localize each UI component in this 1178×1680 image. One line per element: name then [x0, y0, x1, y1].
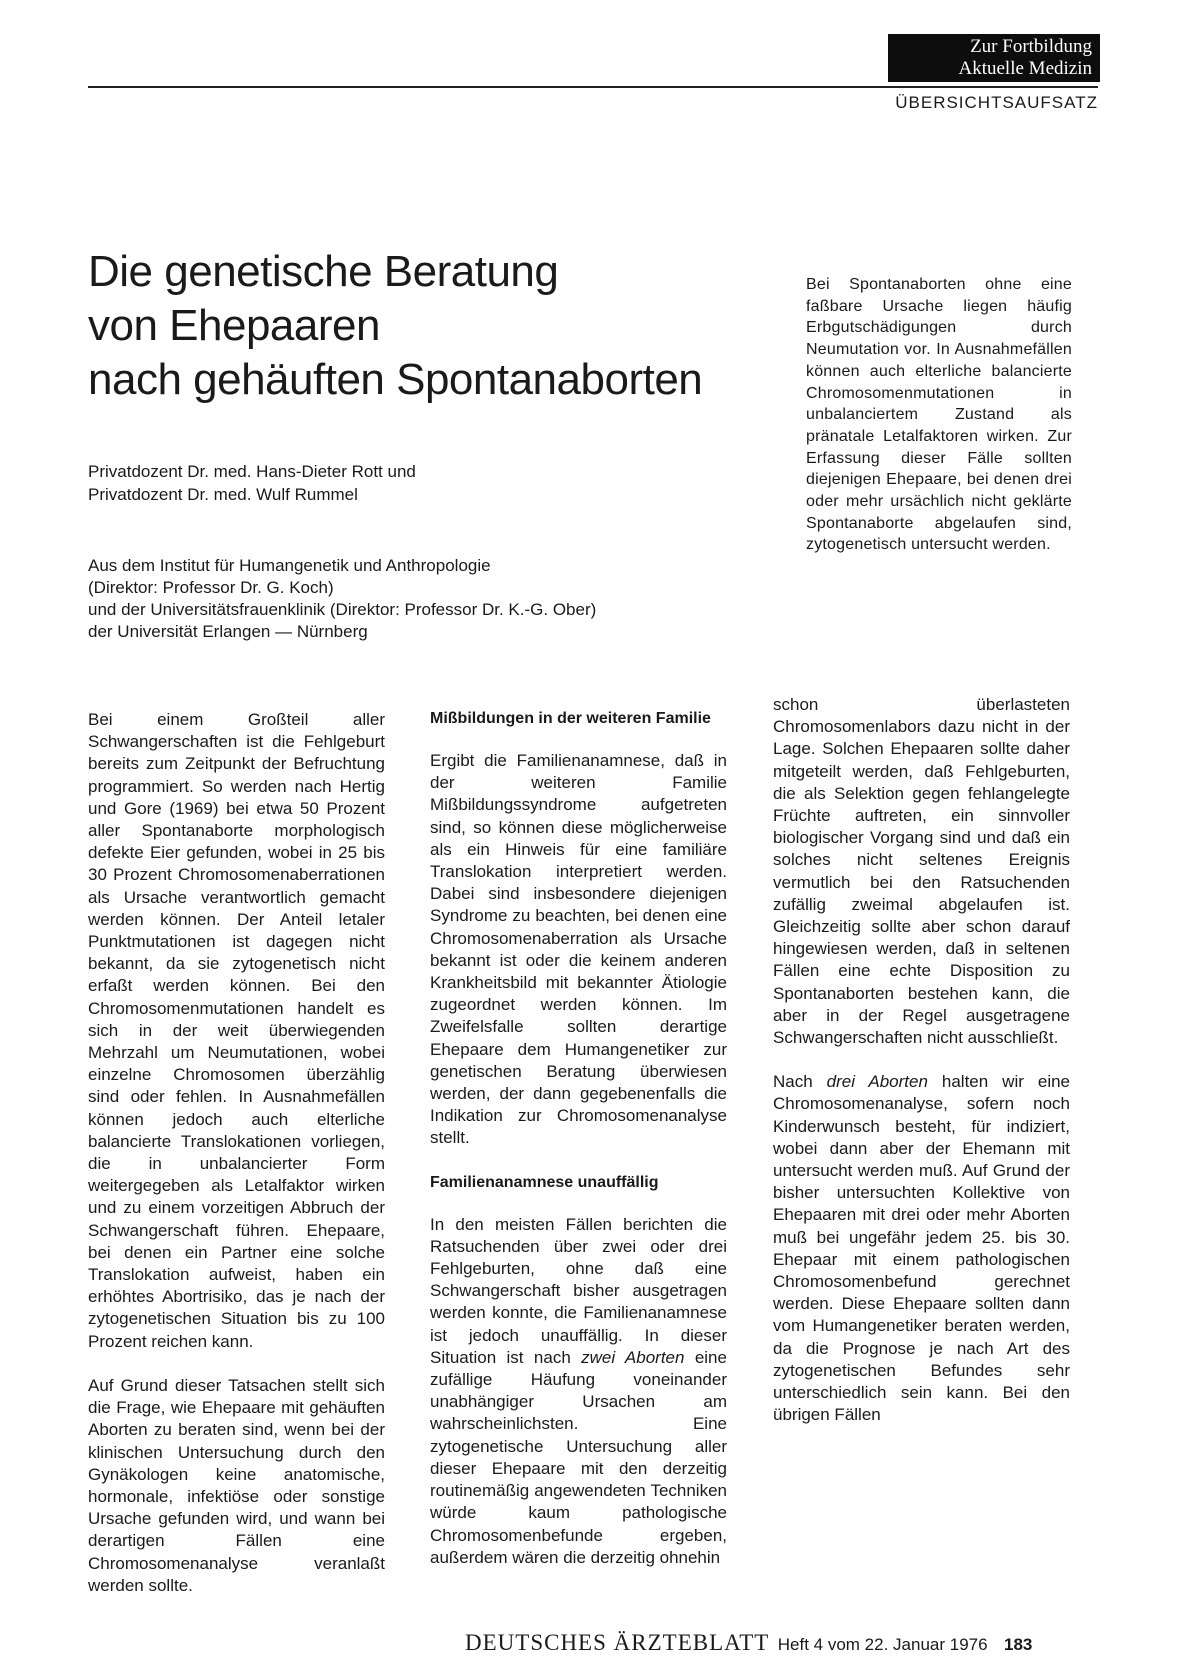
section-badge-line2: Aktuelle Medizin: [958, 58, 1092, 79]
abstract: Bei Spontanaborten ohne eine faßbare Ursache liegen häufig Erbgutschädigungen durch Neumutation vor. In Ausnahmefällen können auch elterliche balancierte Chromosomenmutationen in unbalanciertem Zustand als pränatale Letalfaktoren wirken. Zur Erfassung dieser Fälle sollten diejenigen Ehepaare, bei denen drei oder mehr ursächlich nicht geklärte Spontanaborte abgelaufen sind, zytogenetisch untersucht werden.: [806, 276, 1072, 554]
section-heading: Mißbildungen in der weiteren Familie: [430, 710, 711, 727]
affiliation-line-4: der Universität Erlangen — Nürnberg: [88, 622, 368, 641]
paragraph: Bei einem Großteil aller Schwangerschaften ist die Fehlgeburt bereits zum Zeitpunkt der Befruchtung programmiert. So werden nach Hertig und Gore (1969) bei etwa 50 Prozent aller Spontanaborte morphologisch defekte Eier gefunden, wobei in 25 bis 30 Prozent Chromosomenaberrationen als Ursache verantwortlich gemacht werden können. Der Anteil letaler Punktmutationen ist dagegen nicht bekannt, da sie zytogenetisch nicht erfaßt werden können. Bei den Chromosomenmutationen handelt es sich in der weit überwiegenden Mehrzahl um Neumutationen, wobei einzelne Chromosomen überzählig sind oder fehlen. In Ausnahmefällen können jedoch auch elterliche balancierte Translokationen vorliegen, die in unbalancierter Form weitergegeben als Letalfaktor wirken und zu einem vorzeitigen Abbruch der Schwangerschaft führen. Ehepaare, bei denen ein Partner eine solche Translokation aufweist, haben ein erhöhtes Abortrisiko, das je nach der zytogenetischen Situation bis zu 100 Prozent reichen kann.: [88, 710, 385, 1351]
paragraph: Auf Grund dieser Tatsachen stellt sich die Frage, wie Ehepaare mit gehäuften Aborten zu beraten sind, wenn bei der klinischen Untersuchung durch den Gynäkologen keine anatomische, hormonale, infektiöse oder sonstige Ursache gefunden wird, und wann bei derartigen Fällen eine Chromosomenanalyse veranlaßt werden sollte.: [88, 1375, 385, 1595]
paragraph-continued: schon überlasteten Chromosomenlabors dazu nicht in der Lage. Solchen Ehepaaren sollte daher mitgeteilt werden, daß Fehlgeburten, die als Selektion gegen fehlangelegte Früchte auftreten, ein sinnvoller biologischer Vorgang sind und daß ein solches nicht seltenes Ereignis vermutlich bei den Ratsuchenden zufällig zweimal abgelaufen ist. Gleichzeitig sollte aber schon darauf hingewiesen werden, daß in seltenen Fällen eine echte Disposition zu Spontanaborten bestehen kann, die aber in der Regel ausgetragene Schwangerschaften nicht ausschließt.: [773, 695, 1070, 1048]
page-number: 183: [1004, 1635, 1033, 1654]
affiliation-line-3: und der Universitätsfrauenklinik (Direktor: Professor Dr. K.-G. Ober): [88, 600, 597, 619]
affiliation-line-1: Aus dem Institut für Humangenetik und Anthropologie: [88, 556, 491, 575]
section-heading: Familienanamnese unauffällig: [430, 1173, 659, 1191]
article-type: ÜBERSICHTSAUFSATZ: [895, 93, 1098, 112]
paragraph: [430, 1214, 727, 1569]
text-run: Nach: [773, 1072, 827, 1092]
title-line-3: nach gehäuften Spontanaborten: [88, 355, 703, 404]
issue-info: Heft 4 vom 22. Januar 1976: [777, 1635, 988, 1654]
emphasis: zwei Aborten: [581, 1347, 685, 1367]
affiliation-line-2: (Direktor: Professor Dr. G. Koch): [88, 578, 334, 597]
paragraph: Ergibt die Familienanamnese, daß in der weiteren Familie Mißbildungssyndrome aufgetreten sind, so können diese möglicherweise als ein Hinweis für eine familiäre Translokation interpretiert werden. Dabei sind insbesondere diejenigen Syndrome zu beachten, bei denen eine Chromosomenaberration als Ursache bekannt ist oder die keinem anderen Krankheitsbild mit bekannter Ätiologie zugeordnet werden können. Im Zweifelsfalle sollten derartige Ehepaare dem Humangenetiker zur genetischen Beratung überwiesen werden, der dann gegebenenfalls die Indikation zur Chromosomenanalyse stellt.: [430, 751, 727, 1148]
text-run: In den meisten Fällen berichten die Ratsuchenden über zwei oder drei Fehlgeburten, ohne daß eine Schwangerschaft bisher ausgetragen werden konnte, die Familienanamnese ist jedoch unauffällig. In dieser Situation ist nach: [430, 1214, 727, 1367]
paragraph: [773, 1071, 1070, 1426]
text-run: halten wir eine Chromosomenanalyse, sofern noch Kinderwunsch besteht, für indiziert, wobei dann aber der Ehemann mit untersucht werden muß. Auf Grund der bisher untersuchten Kollektive von Ehepaaren mit drei oder mehr Aborten muß bei ungefähr jedem 25. bis 30. Ehepaar mit einem pathologischen Chromosomenbefund gerechnet werden. Diese Ehepaare sollten dann vom Humangenetiker beraten werden, da die Prognose je nach Art des zytogenetischen Befundes sehr unterschiedlich sein kann. Bei den übrigen Fällen: [773, 1072, 1070, 1425]
page-footer: [465, 1630, 1032, 1656]
journal-name: DEUTSCHES ÄRZTEBLATT: [465, 1630, 770, 1655]
section-badge-line1: Zur Fortbildung: [970, 36, 1092, 57]
emphasis: drei Aborten: [826, 1072, 928, 1092]
article-title: [88, 245, 788, 407]
body-column-1: [88, 709, 385, 1619]
body-column-3: [773, 694, 1070, 1449]
title-line-2: von Ehepaaren: [88, 301, 380, 350]
author-line-1: Privatdozent Dr. med. Hans-Dieter Rott und: [88, 462, 416, 481]
title-line-1: Die genetische Beratung: [88, 247, 559, 296]
text-run: eine zufällige Häufung voneinander unabhängiger Ursachen am wahrscheinlichsten. Eine zytogenetische Untersuchung aller dieser Ehepaare mit den derzeitig routinemäßig angewendeten Techniken würde kaum pathologische Chromosomenbefunde ergeben, außerdem wären die derzeitig ohnehin: [430, 1347, 727, 1567]
body-column-2: [430, 708, 727, 1591]
author-line-2: Privatdozent Dr. med. Wulf Rummel: [88, 485, 358, 504]
authors: [88, 460, 416, 506]
section-badge: [888, 34, 1100, 82]
top-rule: [88, 86, 1098, 88]
affiliation: [88, 555, 596, 643]
